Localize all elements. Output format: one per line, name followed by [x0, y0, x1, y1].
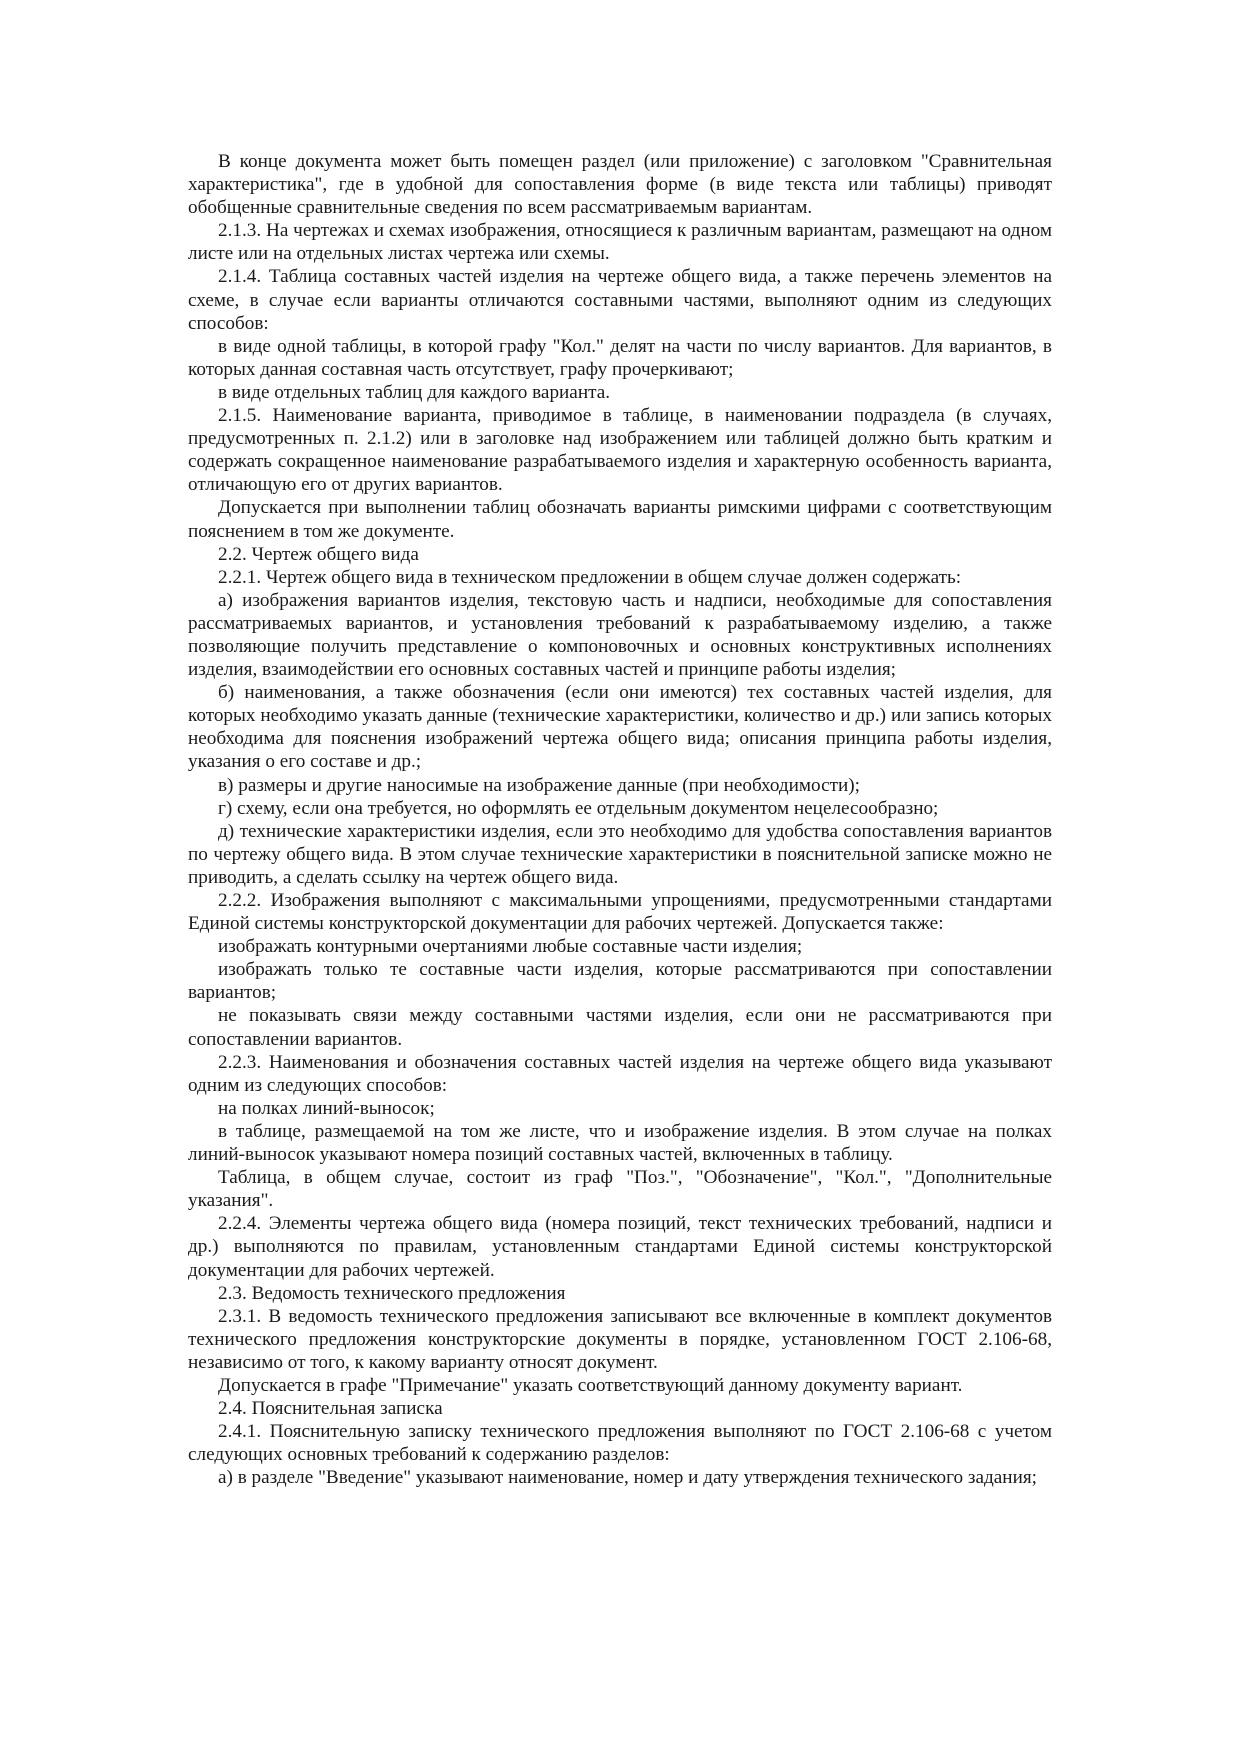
section-heading: 2.3. Ведомость технического предложения [218, 1282, 566, 1304]
paragraph: В конце документа может быть помещен раздел (или приложение) с заголовком "Сравнительная характеристика", где в удобной для сопоставления форме (в виде текста или таблицы) приводят обобщенные сравнительные сведения по всем рассматриваемым вариантам. [188, 151, 1052, 219]
paragraph: 2.2.1. Чертеж общего вида в техническом предложении в общем случае должен содержать: [218, 566, 962, 588]
section-heading: 2.2. Чертеж общего вида [218, 543, 419, 565]
paragraph: 2.1.3. На чертежах и схемах изображения, относящиеся к различным вариантам, размещают на одном листе или на отдельных листах чертежа или схемы. [188, 220, 1052, 265]
document-page [188, 150, 1052, 1489]
paragraph: в виде отдельных таблиц для каждого варианта. [218, 381, 611, 403]
list-item: в) размеры и другие наносимые на изображение данные (при необходимости); [218, 774, 861, 796]
list-item: а) в разделе "Введение" указывают наименование, номер и дату утверждения технического задания; [218, 1467, 1037, 1489]
list-item: д) технические характеристики изделия, если это необходимо для удобства сопоставления вариантов по чертежу общего вида. В этом случае технические характеристики в пояснительной записке можно не приводить, а сделать ссылку на чертеж общего вида. [188, 820, 1052, 888]
paragraph: 2.4.1. Пояснительную записку технического предложения выполняют по ГОСТ 2.106-68 с учетом следующих основных требований к содержанию разделов: [188, 1421, 1052, 1466]
list-item: не показывать связи между составными частями изделия, если они не рассматриваются при сопоставлении вариантов. [188, 1005, 1052, 1050]
list-item: на полках линий-выносок; [218, 1097, 435, 1119]
paragraph: Таблица, в общем случае, состоит из граф "Поз.", "Обозначение", "Кол.", "Дополнительные указания". [188, 1167, 1052, 1212]
list-item: а) изображения вариантов изделия, текстовую часть и надписи, необходимые для сопоставления рассматриваемых вариантов, и установления требований к разрабатываемому изделию, а также позволяющие получить представление о компоновочных и основных конструктивных исполнениях изделия, взаимодействии его основных составных частей и принципе работы изделия; [188, 589, 1052, 681]
paragraph: 2.2.4. Элементы чертежа общего вида (номера позиций, текст технических требований, надписи и др.) выполняются по правилам, установленным стандартами Единой системы конструкторской документации для рабочих чертежей. [188, 1213, 1052, 1281]
paragraph: 2.1.4. Таблица составных частей изделия на чертеже общего вида, а также перечень элементов на схеме, в случае если варианты отличаются составными частями, выполняют одним из следующих способов: [188, 266, 1052, 334]
list-item: б) наименования, а также обозначения (если они имеются) тех составных частей изделия, для которых необходимо указать данные (технические характеристики, количество и др.) или запись которых необходима для пояснения изображений чертежа общего вида; описания принципа работы изделия, указания о его составе и др.; [188, 682, 1052, 773]
paragraph: в виде одной таблицы, в которой графу "Кол." делят на части по числу вариантов. Для вариантов, в которых данная составная часть отсутствует, графу прочеркивают; [188, 335, 1052, 380]
paragraph: 2.1.5. Наименование варианта, приводимое в таблице, в наименовании подраздела (в случаях, предусмотренных п. 2.1.2) или в заголовке над изображением или таблицей должно быть кратким и содержать сокращенное наименование разрабатываемого изделия и характерную особенность варианта, отличающую его от других вариантов. [188, 405, 1052, 496]
paragraph: 2.2.2. Изображения выполняют с максимальными упрощениями, предусмотренными стандартами Единой системы конструкторской документации для рабочих чертежей. Допускается также: [188, 890, 1052, 935]
paragraph: Допускается при выполнении таблиц обозначать варианты римскими цифрами с соответствующим пояснением в том же документе. [188, 497, 1052, 542]
list-item: изображать контурными очертаниями любые составные части изделия; [218, 936, 803, 958]
paragraph: Допускается в графе "Примечание" указать соответствующий данному документу вариант. [218, 1374, 963, 1396]
list-item: в таблице, размещаемой на том же листе, что и изображение изделия. В этом случае на полках линий-выносок указывают номера позиций составных частей, включенных в таблицу. [188, 1120, 1052, 1166]
list-item: г) схему, если она требуется, но оформлять ее отдельным документом нецелесообразно; [218, 797, 939, 819]
paragraph: 2.2.3. Наименования и обозначения составных частей изделия на чертеже общего вида указывают одним из следующих способов: [188, 1051, 1052, 1096]
section-heading: 2.4. Пояснительная записка [218, 1398, 443, 1420]
paragraph: 2.3.1. В ведомость технического предложения записывают все включенные в комплект документов технического предложения конструкторские документы в порядке, установленном ГОСТ 2.106-68, независимо от того, к какому варианту относят документ. [188, 1305, 1052, 1373]
list-item: изображать только те составные части изделия, которые рассматриваются при сопоставлении вариантов; [188, 959, 1052, 1004]
